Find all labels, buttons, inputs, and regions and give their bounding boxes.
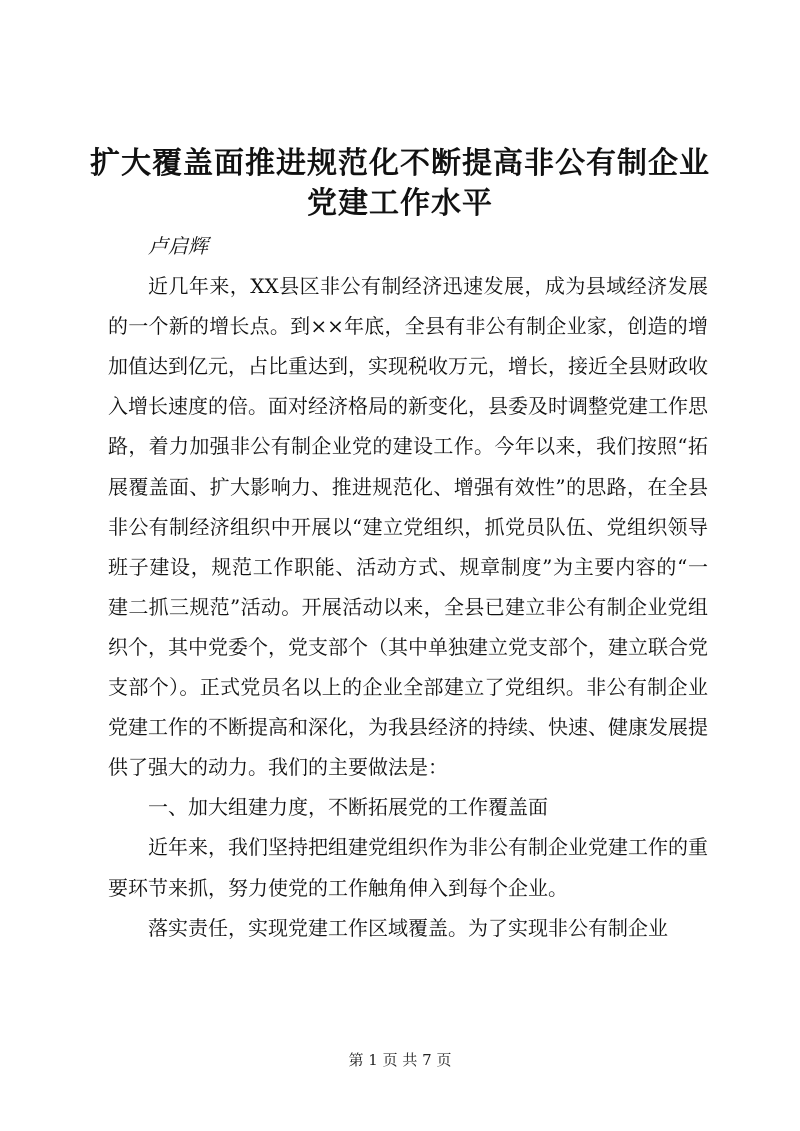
page-number-footer: 第 1 页 共 7 页 <box>348 1051 452 1069</box>
section-heading-1: 一、加大组建力度，不断拓展党的工作覆盖面 <box>148 795 548 820</box>
author-name: 卢启辉 <box>148 234 208 258</box>
paragraph-section-1: 近年来，我们坚持把组建党组织作为非公有制企业党建工作的重要环节来抓，努力使党的工作触角伸入到每个企业。 <box>108 835 708 900</box>
paragraph-intro: 近几年来，XX县区非公有制经济迅速发展，成为县域经济发展的一个新的增长点。到××年底，全县有非公有制企业家，创造的增加值达到亿元，占比重达到，实现税收万元，增长，接近全县财政收入增长速度的倍。面对经济格局的新变化，县委及时调整党建工作思路，着力加强非公有制企业党的建设工作。今年以来，我们按照“拓展覆盖面、扩大影响力、推进规范化、增强有效性”的思路，在全县非公有制经济组织中开展以“建立党组织，抓党员队伍、党组织领导班子建设，规范工作职能、活动方式、规章制度”为主要内容的“一建二抓三规范”活动。开展活动以来，全县已建立非公有制企业党组织个，其中党委个，党支部个（其中单独建立党支部个，建立联合党支部个）。正式党员名以上的企业全部建立了党组织。非公有制企业党建工作的不断提高和深化，为我县经济的持续、快速、健康发展提供了强大的动力。我们的主要做法是： <box>108 274 708 780</box>
document-title-line-1: 扩大覆盖面推进规范化不断提高非公有制企业 <box>90 146 710 181</box>
document-body <box>108 226 708 948</box>
document-title-line-2: 党建工作水平 <box>307 186 493 221</box>
paragraph-responsibility: 落实责任，实现党建工作区域覆盖。为了实现非公有制企业 <box>148 915 668 940</box>
